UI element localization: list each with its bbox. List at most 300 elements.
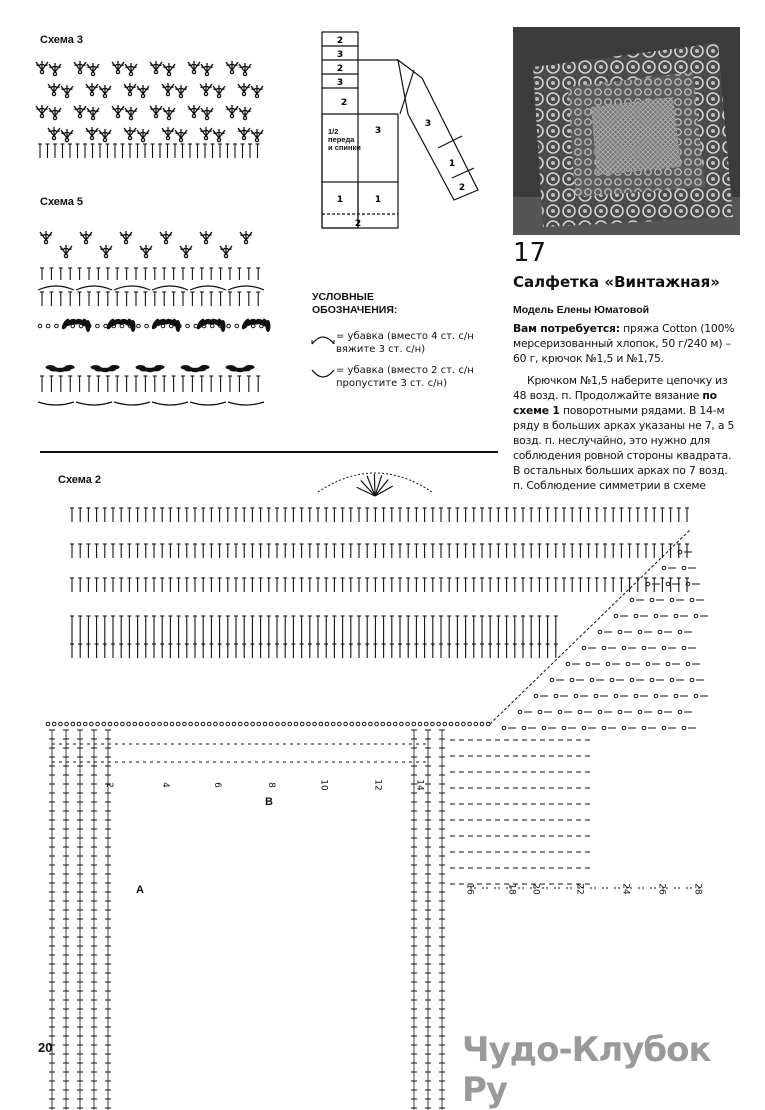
scheme5-chain xyxy=(46,324,50,328)
scheme2-stitch xyxy=(332,616,336,646)
scheme5-stitch xyxy=(49,268,53,280)
scheme2-stitch xyxy=(398,508,402,522)
scheme2-stitch xyxy=(70,644,74,658)
scheme5-stitch xyxy=(115,268,119,280)
scheme2-stitch xyxy=(152,644,156,658)
scheme2-chain xyxy=(662,566,666,570)
scheme2-stitch xyxy=(86,644,90,658)
scheme2-stitch xyxy=(439,616,443,646)
scheme2-stitch xyxy=(603,544,607,558)
scheme2-stitch xyxy=(496,644,500,658)
scheme2-stitch xyxy=(218,544,222,558)
scheme2-stitch xyxy=(218,644,222,658)
scheme2-chain xyxy=(690,598,694,602)
legend-item-2: = убавка (вместо 2 ст. с/н пропустите 3 ст. с/н) xyxy=(336,365,474,389)
scheme2-stitch xyxy=(201,544,205,558)
scheme2-stitch xyxy=(505,616,509,646)
scheme5-stitch xyxy=(219,292,223,306)
scheme2-stitch xyxy=(242,578,246,592)
scheme2-stitch xyxy=(496,616,500,646)
legend-title: УСЛОВНЫЕ ОБОЗНАЧЕНИЯ: xyxy=(312,291,398,316)
scheme5-stitch xyxy=(162,292,166,306)
scheme2-chain xyxy=(694,694,698,698)
scheme2-stitch xyxy=(537,508,541,522)
scheme2-stitch xyxy=(562,578,566,592)
scheme2-stitch xyxy=(398,578,402,592)
scheme2-chain xyxy=(294,722,298,726)
scheme5-chain xyxy=(251,324,255,328)
scheme5-arc xyxy=(76,286,112,290)
scheme2-stitch xyxy=(193,508,197,522)
scheme2-stitch xyxy=(160,644,164,658)
article-number: 17 xyxy=(513,238,547,268)
scheme5-stitch xyxy=(87,268,91,280)
scheme5-arc xyxy=(190,286,226,290)
scheme2-stitch xyxy=(119,544,123,558)
scheme5-petal xyxy=(136,365,146,369)
scheme2-stitch xyxy=(209,578,213,592)
scheme2-chain xyxy=(300,722,304,726)
scheme2-stitch xyxy=(685,508,689,522)
scheme5-fan xyxy=(60,245,72,258)
section-divider xyxy=(40,451,498,453)
scheme3-fan xyxy=(200,83,212,96)
scheme5-arc xyxy=(152,402,188,405)
scheme2-chain xyxy=(462,722,466,726)
scheme3-fan xyxy=(175,85,187,98)
scheme2-stitch xyxy=(324,544,328,558)
scheme2-stitch xyxy=(168,578,172,592)
scheme5-stitch xyxy=(172,292,176,306)
scheme3-fan xyxy=(87,107,99,120)
scheme2-chain xyxy=(678,710,682,714)
scheme2-stitch xyxy=(570,544,574,558)
scheme3-fan xyxy=(238,127,250,140)
scheme2-chain xyxy=(602,726,606,730)
scheme3-stitch xyxy=(196,144,200,158)
scheme2-stitch xyxy=(332,578,336,592)
scheme2-chain xyxy=(455,722,459,726)
scheme2-chain xyxy=(678,630,682,634)
scheme2-stitch xyxy=(537,616,541,646)
scheme2-stitch xyxy=(103,616,107,646)
scheme3-fan xyxy=(200,127,212,140)
scheme2-stitch xyxy=(332,508,336,522)
scheme2-chain xyxy=(220,722,224,726)
scheme5-stitch xyxy=(134,292,138,306)
scheme2-stitch xyxy=(611,508,615,522)
scheme2-stitch xyxy=(283,508,287,522)
scheme5-chain xyxy=(227,324,231,328)
scheme2-chain xyxy=(127,722,131,726)
sweater-one-b: 1 xyxy=(374,195,382,205)
scheme3-fan xyxy=(163,63,175,76)
scheme2-stitch xyxy=(152,616,156,646)
scheme2-chain xyxy=(522,726,526,730)
scheme2-stitch xyxy=(300,508,304,522)
scheme2-stitch xyxy=(496,508,500,522)
scheme5-stitch xyxy=(134,268,138,280)
scheme5-stitch xyxy=(125,376,129,392)
scheme2-stitch xyxy=(218,508,222,522)
scheme2-chain xyxy=(139,722,143,726)
scheme2-stitch xyxy=(226,544,230,558)
scheme2-stitch xyxy=(341,616,345,646)
scheme2-chain xyxy=(59,722,63,726)
scheme3-fan xyxy=(137,129,149,142)
scheme2-stitch xyxy=(554,508,558,522)
scheme2-letter-a: A xyxy=(136,884,144,896)
row-number: 8 xyxy=(265,782,276,788)
scheme2-stitch xyxy=(341,508,345,522)
scheme5-stitch xyxy=(115,376,119,392)
scheme2-stitch xyxy=(406,508,410,522)
scheme2-chain xyxy=(630,598,634,602)
scheme2-stitch xyxy=(431,544,435,558)
scheme2-chain xyxy=(393,722,397,726)
scheme2-stitch xyxy=(464,544,468,558)
scheme2-stitch xyxy=(611,544,615,558)
scheme2-chain xyxy=(282,722,286,726)
scheme5-stitch xyxy=(209,268,213,280)
scheme2-stitch xyxy=(168,616,172,646)
scheme2-stitch xyxy=(168,508,172,522)
scheme2-chain xyxy=(638,710,642,714)
scheme5-stitch xyxy=(237,268,241,280)
scheme2-stitch xyxy=(652,578,656,592)
scheme3-fan xyxy=(226,105,238,118)
scheme2-stitch xyxy=(144,544,148,558)
scheme5-chain xyxy=(137,324,141,328)
sweater-body-three: 3 xyxy=(374,126,382,136)
scheme2-chain xyxy=(424,722,428,726)
scheme2-stitch xyxy=(554,616,558,646)
scheme2-chain xyxy=(630,678,634,682)
scheme5-chain xyxy=(104,324,108,328)
scheme2-chain xyxy=(610,678,614,682)
doily-photo xyxy=(513,27,740,235)
scheme2-stitch xyxy=(357,616,361,646)
scheme3-fan xyxy=(239,63,251,76)
scheme2-chain xyxy=(550,678,554,682)
scheme2-stitch xyxy=(628,508,632,522)
scheme3-fan xyxy=(99,85,111,98)
scheme5-arc xyxy=(228,286,264,290)
scheme2-chain xyxy=(690,678,694,682)
scheme2-chain xyxy=(406,722,410,726)
scheme2-stitch xyxy=(406,578,410,592)
scheme2-stitch xyxy=(234,644,238,658)
legend-item-1: = убавка (вместо 4 ст. с/н вяжите 3 ст. с/н) xyxy=(336,331,474,355)
scheme2-stitch xyxy=(103,508,107,522)
scheme2-stitch xyxy=(324,616,328,646)
scheme2-stitch xyxy=(250,616,254,646)
scheme2-chain xyxy=(418,722,422,726)
scheme2-chain xyxy=(622,646,626,650)
scheme3-stitch xyxy=(106,144,110,158)
scheme2-fan-stitch xyxy=(361,480,375,496)
scheme2-stitch xyxy=(250,544,254,558)
scheme2-stitch xyxy=(144,508,148,522)
scheme2-stitch xyxy=(464,508,468,522)
scheme2-stitch xyxy=(669,544,673,558)
sweater-sleeve-three: 3 xyxy=(424,119,432,129)
scheme2-stitch xyxy=(423,616,427,646)
scheme3-fan xyxy=(238,83,250,96)
sweater-sleeve-one: 1 xyxy=(448,159,456,169)
scheme5-stitch xyxy=(68,376,72,392)
scheme2-stitch xyxy=(488,508,492,522)
scheme5-chain xyxy=(71,324,75,328)
scheme2-stitch xyxy=(406,616,410,646)
scheme2-stitch xyxy=(636,508,640,522)
scheme2-stitch xyxy=(250,644,254,658)
row-number: 22 xyxy=(574,883,585,895)
scheme2-stitch xyxy=(103,644,107,658)
scheme3-stitch xyxy=(188,144,192,158)
scheme2-stitch xyxy=(160,508,164,522)
scheme2-stitch xyxy=(357,508,361,522)
scheme3-diagram xyxy=(36,56,266,166)
scheme2-stitch xyxy=(70,544,74,558)
scheme3-fan xyxy=(48,83,60,96)
scheme2-chain xyxy=(400,722,404,726)
scheme2-stitch xyxy=(103,578,107,592)
body-part-1: Крючком №1,5 наберите цепочку из 48 возд. п. Продолжайте вязание xyxy=(513,374,728,402)
scheme5-stitch xyxy=(256,292,260,306)
scheme2-chain xyxy=(307,722,311,726)
scheme2-stitch xyxy=(587,544,591,558)
scheme2-chain xyxy=(694,614,698,618)
scheme2-stitch xyxy=(193,578,197,592)
scheme5-arc xyxy=(38,286,74,290)
scheme2-stitch xyxy=(587,508,591,522)
scheme2-stitch xyxy=(357,644,361,658)
scheme5-petal xyxy=(46,365,56,369)
scheme2-stitch xyxy=(431,616,435,646)
scheme5-stitch xyxy=(87,376,91,392)
scheme2-stitch xyxy=(308,644,312,658)
scheme5-chain xyxy=(186,324,190,328)
scheme2-stitch xyxy=(127,616,131,646)
scheme2-stitch xyxy=(291,578,295,592)
scheme2-stitch xyxy=(193,644,197,658)
scheme2-stitch xyxy=(619,578,623,592)
row-number: 10 xyxy=(318,779,329,791)
scheme2-chain xyxy=(338,722,342,726)
scheme2-stitch xyxy=(111,578,115,592)
scheme3-stitch xyxy=(151,144,155,158)
scheme3-stitch xyxy=(241,144,245,158)
watermark: Чудо-Клубок Ру xyxy=(462,1030,711,1110)
scheme2-stitch xyxy=(382,644,386,658)
scheme2-stitch xyxy=(390,616,394,646)
scheme5-arc xyxy=(38,402,74,405)
scheme3-fan xyxy=(36,105,48,118)
scheme3-fan xyxy=(49,63,61,76)
scheme2-chain xyxy=(369,722,373,726)
scheme3-fan xyxy=(74,61,86,74)
scheme2-stitch xyxy=(86,616,90,646)
scheme2-stitch xyxy=(382,578,386,592)
scheme3-fan xyxy=(125,63,137,76)
scheme3-stitch xyxy=(61,144,65,158)
scheme5-stitch xyxy=(78,268,82,280)
scheme2-stitch xyxy=(521,644,525,658)
scheme5-diagram xyxy=(36,226,266,411)
scheme5-stitch xyxy=(59,376,63,392)
scheme2-stitch xyxy=(275,644,279,658)
scheme2-stitch xyxy=(619,508,623,522)
scheme2-stitch xyxy=(480,508,484,522)
sweater-sec-5: 2 xyxy=(340,98,348,108)
scheme5-stitch xyxy=(190,292,194,306)
scheme3-fan xyxy=(201,107,213,120)
scheme2-fan-stitch xyxy=(375,479,388,496)
scheme5-label: Схема 5 xyxy=(40,196,84,208)
scheme3-fan xyxy=(125,107,137,120)
scheme2-chain xyxy=(606,662,610,666)
scheme3-stitch xyxy=(218,144,222,158)
scheme2-chain xyxy=(77,722,81,726)
scheme2-stitch xyxy=(414,644,418,658)
scheme2-stitch xyxy=(455,644,459,658)
scheme2-stitch xyxy=(414,616,418,646)
scheme5-stitch xyxy=(49,292,53,306)
scheme2-stitch xyxy=(209,644,213,658)
scheme2-stitch xyxy=(677,508,681,522)
scheme2-chain xyxy=(83,722,87,726)
scheme2-stitch xyxy=(226,644,230,658)
scheme2-stitch xyxy=(275,616,279,646)
row-number: 24 xyxy=(620,883,631,895)
scheme2-stitch xyxy=(488,544,492,558)
scheme2-chain xyxy=(269,722,273,726)
scheme5-stitch xyxy=(219,376,223,392)
sweater-sec-2: 3 xyxy=(336,50,344,60)
scheme2-stitch xyxy=(226,578,230,592)
scheme2-stitch xyxy=(111,644,115,658)
scheme2-stitch xyxy=(644,508,648,522)
page-number: 20 xyxy=(38,1040,53,1055)
scheme2-stitch xyxy=(537,544,541,558)
scheme2-stitch xyxy=(332,644,336,658)
scheme2-stitch xyxy=(177,544,181,558)
scheme2-stitch xyxy=(595,508,599,522)
scheme2-stitch xyxy=(160,578,164,592)
scheme2-chain xyxy=(662,726,666,730)
materials-label: Вам потребуется: xyxy=(513,322,620,335)
scheme2-chain xyxy=(598,710,602,714)
scheme5-stitch xyxy=(40,292,44,306)
scheme2-stitch xyxy=(447,644,451,658)
scheme2-stitch xyxy=(152,508,156,522)
scheme5-stitch xyxy=(125,268,129,280)
scheme2-stitch xyxy=(209,616,213,646)
scheme3-fan xyxy=(74,105,86,118)
scheme2-stitch xyxy=(373,508,377,522)
scheme2-chain xyxy=(189,722,193,726)
scheme3-stitch xyxy=(91,144,95,158)
scheme5-chain xyxy=(55,324,59,328)
scheme2-stitch xyxy=(423,508,427,522)
materials-text: пряжа Cotton (100% мерсеризованный хлопок, 50 г/240 м) – 60 г, крючок №1,5 и №1,75. xyxy=(513,322,735,365)
scheme2-chain xyxy=(319,722,323,726)
scheme2-stitch xyxy=(562,544,566,558)
scheme2-stitch xyxy=(95,616,99,646)
scheme2-stitch xyxy=(136,644,140,658)
scheme2-chain xyxy=(642,726,646,730)
scheme5-stitch xyxy=(143,268,147,280)
scheme5-stitch xyxy=(162,376,166,392)
scheme2-chain xyxy=(232,722,236,726)
scheme2-chain xyxy=(558,710,562,714)
scheme2-chain xyxy=(650,678,654,682)
scheme2-stitch xyxy=(242,544,246,558)
scheme2-stitch xyxy=(78,578,82,592)
scheme5-stitch xyxy=(106,376,110,392)
scheme2-chain xyxy=(183,722,187,726)
scheme3-fan xyxy=(188,105,200,118)
scheme2-stitch xyxy=(455,508,459,522)
scheme2-stitch xyxy=(234,544,238,558)
scheme2-stitch xyxy=(423,578,427,592)
scheme2-stitch xyxy=(300,544,304,558)
scheme5-stitch xyxy=(125,292,129,306)
scheme2-chain xyxy=(201,722,205,726)
scheme3-label: Схема 3 xyxy=(40,34,84,46)
scheme5-fan xyxy=(160,231,172,244)
scheme2-stitch xyxy=(119,616,123,646)
scheme2-stitch xyxy=(570,508,574,522)
scheme5-stitch xyxy=(96,292,100,306)
scheme2-stitch xyxy=(513,616,517,646)
scheme2-chain xyxy=(344,722,348,726)
scheme2-stitch xyxy=(382,508,386,522)
scheme2-chain xyxy=(626,662,630,666)
scheme2-stitch xyxy=(496,578,500,592)
scheme5-stitch xyxy=(228,292,232,306)
scheme5-petal xyxy=(181,365,191,369)
scheme2-chain xyxy=(582,646,586,650)
scheme2-chain xyxy=(642,646,646,650)
scheme2-chain xyxy=(381,722,385,726)
scheme2-chain xyxy=(562,726,566,730)
scheme2-stitch xyxy=(480,578,484,592)
scheme2-stitch xyxy=(136,616,140,646)
row-number: 16 xyxy=(464,883,475,895)
scheme5-stitch xyxy=(190,376,194,392)
scheme2-chain xyxy=(614,694,618,698)
scheme3-fan xyxy=(112,61,124,74)
scheme5-stitch xyxy=(78,292,82,306)
scheme2-stitch xyxy=(554,644,558,658)
scheme2-stitch xyxy=(193,616,197,646)
scheme2-stitch xyxy=(185,544,189,558)
scheme2-stitch xyxy=(357,544,361,558)
scheme2-stitch xyxy=(177,578,181,592)
scheme2-stitch xyxy=(644,544,648,558)
scheme5-stitch xyxy=(190,268,194,280)
scheme2-stitch xyxy=(70,508,74,522)
sweater-one-a: 1 xyxy=(336,195,344,205)
scheme2-stitch xyxy=(537,578,541,592)
scheme5-chain xyxy=(235,324,239,328)
sweater-sleeve-two: 2 xyxy=(458,183,466,193)
scheme3-stitch xyxy=(173,144,177,158)
scheme2-stitch xyxy=(554,578,558,592)
scheme2-stitch xyxy=(291,644,295,658)
